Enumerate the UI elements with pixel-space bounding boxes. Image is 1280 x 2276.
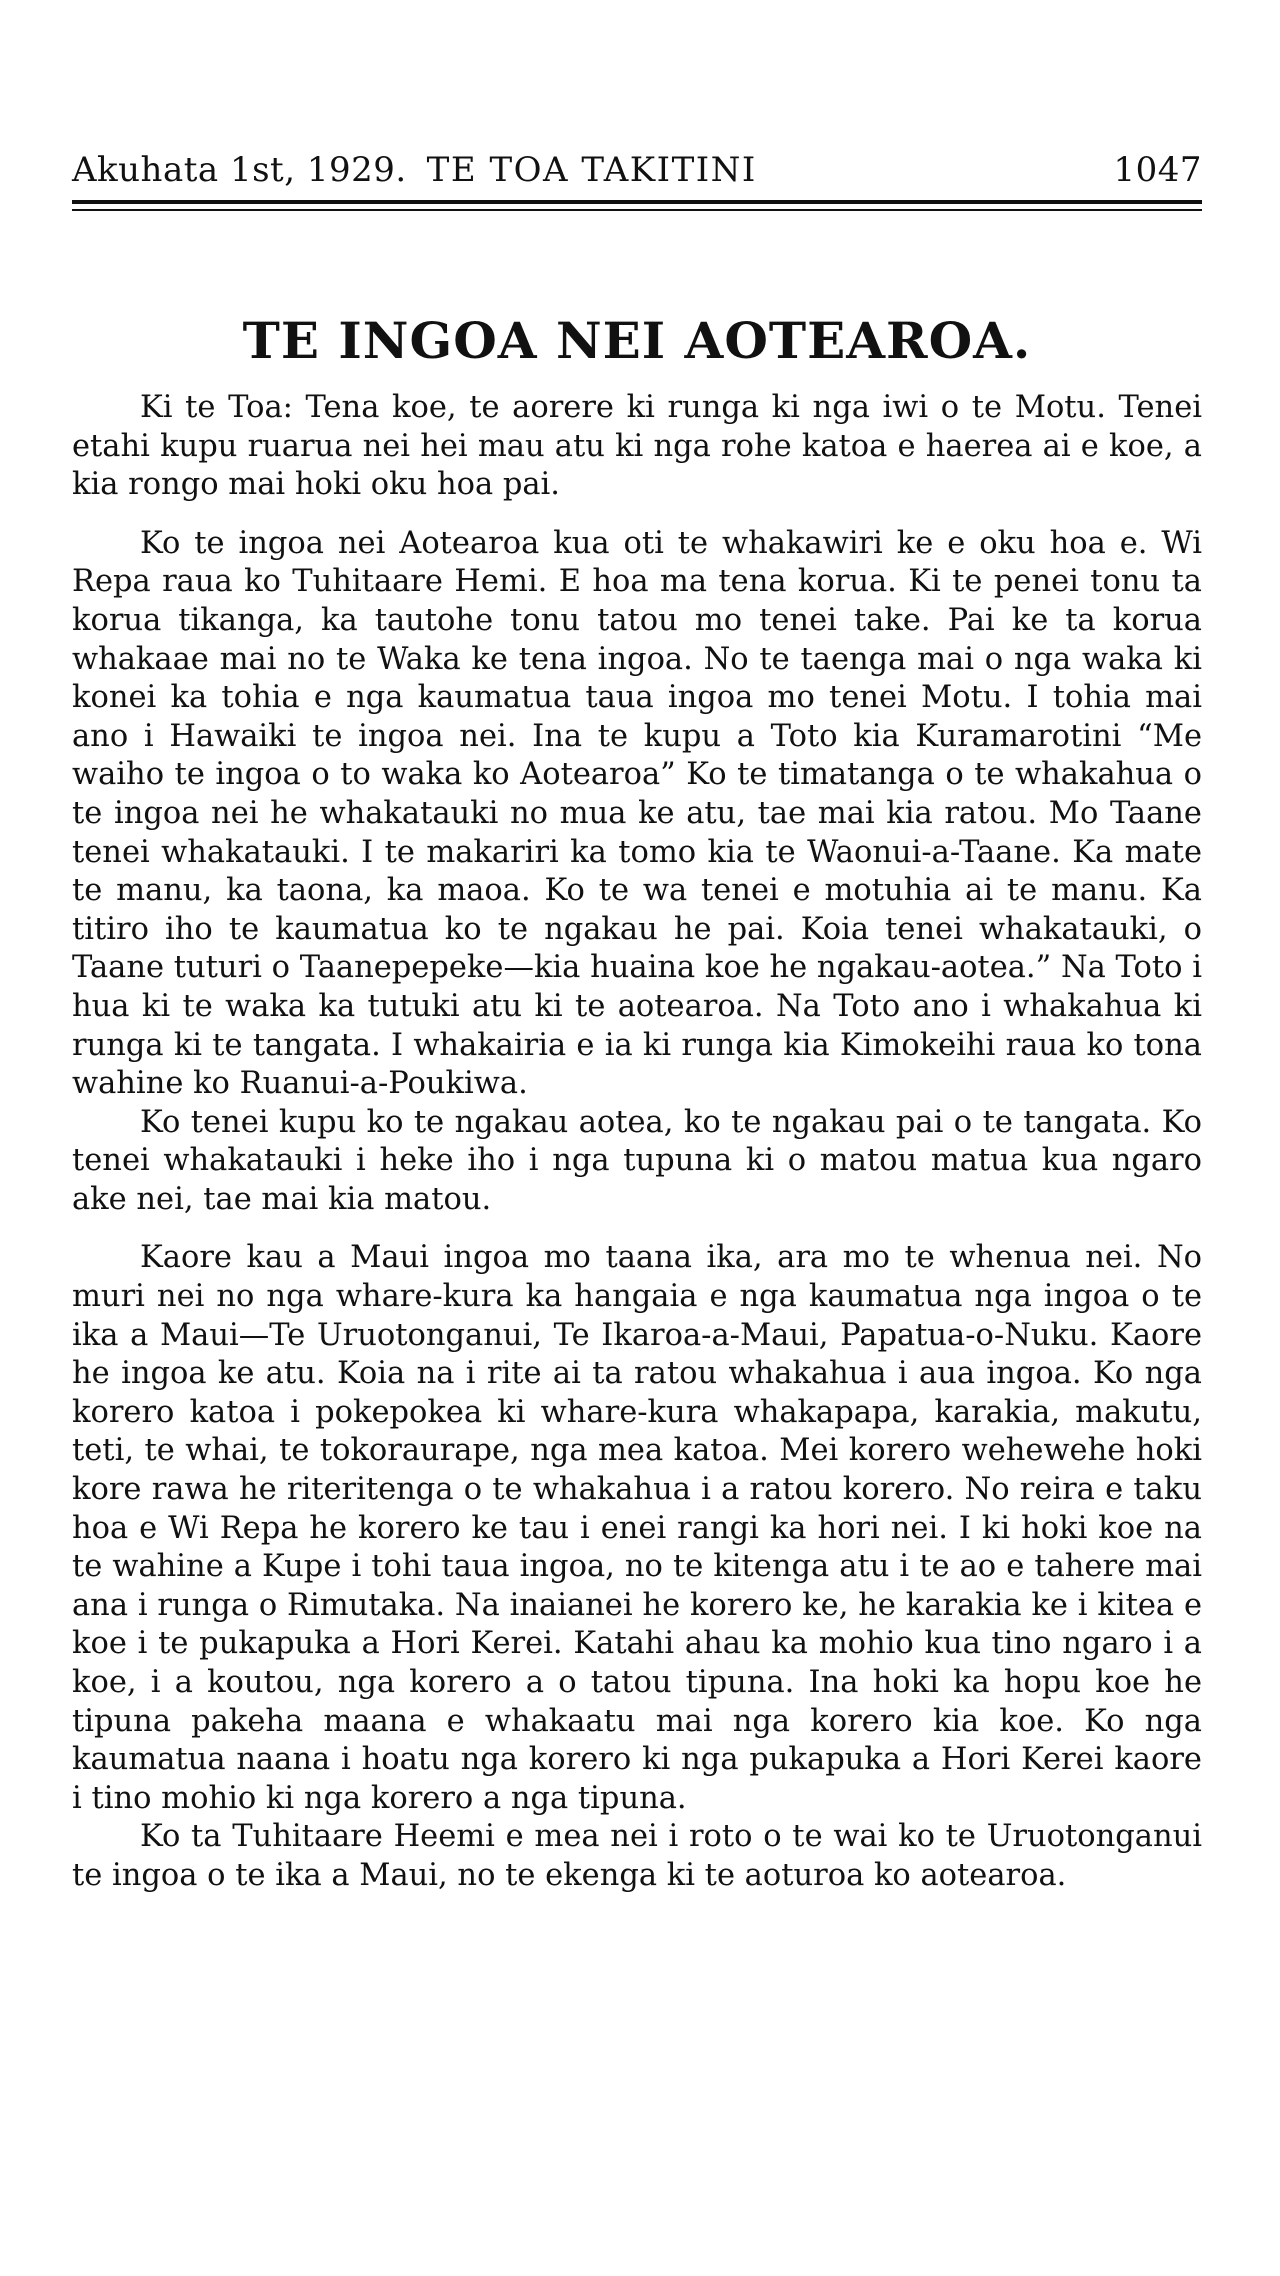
page (72, 150, 1202, 1896)
article-title: TE INGOA NEI AOTEAROA. (242, 311, 1032, 370)
article-body (72, 389, 1202, 1896)
paragraph: Kaore kau a Maui ingoa mo taana ika, ara mo te whenua nei. No muri nei no nga whare-kura ka hangaia e nga kaumatua nga ingoa o te ika a Maui—Te Uruotonganui, Te Ikaroa-a-Maui, Papatua-o-Nuku. Kaore he ingoa ke atu. Koia na i rite ai ta ratou whakahua i aua ingoa. Ko nga korero katoa i pokepokea ki whare-kura whakapapa, karakia, makutu, teti, te whai, te tokoraurape, nga mea katoa. Mei korero wehewehe hoki kore rawa he riteritenga o te whakahua i a ratou korero. No reira e taku hoa e Wi Repa he korero ke tau i enei rangi ka hori nei. I ki hoki koe na te wahine a Kupe i tohi taua ingoa, no te kitenga atu i te ao e tahere mai ana i runga o Rimutaka. Na inaianei he korero ke, he karakia ke i kitea e koe i te pukapuka a Hori Kerei. Katahi ahau ka mohio kua tino ngaro i a koe, i a koutou, nga korero a o tatou tipuna. Ina hoki ka hopu koe he tipuna pakeha maana e whakaatu mai nga korero kia koe. Ko nga kaumatua naana i hoatu nga korero ki nga pukapuka a Hori Kerei kaore i tino mohio ki nga korero a nga tipuna. (72, 1240, 1202, 1816)
header-rule-thick (72, 200, 1202, 204)
paragraph: Ko tenei kupu ko te ngakau aotea, ko te ngakau pai o te tangata. Ko tenei whakatauki i heke iho i nga tupuna ki o matou matua kua ngaro ake nei, tae mai kia matou. (72, 1104, 1202, 1217)
header-date: Akuhata 1st, 1929. (72, 150, 407, 190)
paragraph: Ki te Toa: Tena koe, te aorere ki runga ki nga iwi o te Motu. Tenei etahi kupu ruarua nei hei mau atu ki nga rohe katoa e haerea ai e koe, a kia rongo mai hoki oku hoa pai. (72, 390, 1202, 503)
paragraph: Ko te ingoa nei Aotearoa kua oti te whakawiri ke e oku hoa e. Wi Repa raua ko Tuhitaare Hemi. E hoa ma tena korua. Ki te penei tonu ta korua tikanga, ka tautohe tonu tatou mo tenei take. Pai ke ta korua whakaae mai no te Waka ke tena ingoa. No te taenga mai o nga waka ki konei ka tohia e nga kaumatua taua ingoa mo tenei Motu. I tohia mai ano i Hawaiki te ingoa nei. Ina te kupu a Toto kia Kuramarotini “Me waiho te ingoa o to waka ko Aotearoa” Ko te timatanga o te whakahua o te ingoa nei he whakatauki no mua ke atu, tae mai kia ratou. Mo Taane tenei whakatauki. I te makariri ka tomo kia te Waonui-a-Taane. Ka mate te manu, ka taona, ka maoa. Ko te wa tenei e motuhia ai te manu. Ka titiro iho te kaumatua ko te ngakau he pai. Koia tenei whakatauki, o Taane tuturi o Taanepepeke—kia huaina koe he ngakau-aotea.” Na Toto i hua ki te waka ka tutuki atu ki te aotearoa. Na Toto ano i whakahua ki runga ki te tangata. I whakairia e ia ki runga kia Kimokeihi raua ko tona wahine ko Ruanui-a-Poukiwa. (72, 525, 1202, 1102)
paragraph: Ko ta Tuhitaare Heemi e mea nei i roto o te wai ko te Uruotonganui te ingoa o te ika a Maui, no te ekenga ki te aoturoa ko aotearoa. (72, 1819, 1202, 1893)
page-number: 1047 (1113, 150, 1202, 190)
journal-title: TE TOA TAKITINI (426, 150, 757, 190)
running-header (72, 150, 1202, 196)
header-rule-thin (72, 209, 1202, 211)
